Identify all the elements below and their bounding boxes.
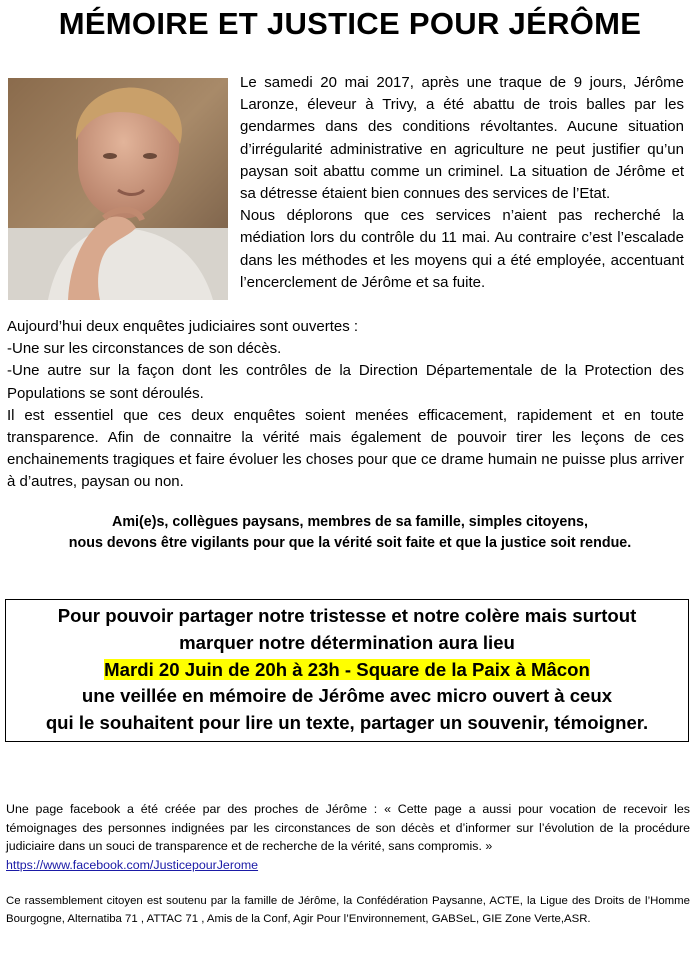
callout-line: Pour pouvoir partager notre tristesse et notre colère mais surtout	[57, 605, 637, 626]
facebook-notice	[6, 800, 690, 874]
facebook-link[interactable]: https://www.facebook.com/JusticepourJerome	[6, 857, 259, 872]
portrait-photo	[8, 78, 228, 300]
callout-line: marquer notre détermination aura lieu	[179, 631, 515, 653]
event-date-highlight: Mardi 20 Juin de 20h à 23h - Square de la Paix à Mâcon	[104, 658, 590, 680]
vigilance-line: Ami(e)s, collègues paysans, membres de sa famille, simples citoyens,	[112, 514, 588, 530]
page-title: MÉMOIRE ET JUSTICE POUR JÉRÔME	[58, 6, 642, 41]
callout-line: une veillée en mémoire de Jérôme avec micro ouvert à ceux	[81, 685, 613, 707]
event-callout-box	[5, 599, 689, 742]
intro-paragraph: Le samedi 20 mai 2017, après une traque de 9 jours, Jérôme Laronze, éleveur à Trivy, a été abattu de trois balles par les gendarmes dans des conditions révoltantes. Aucune situation d’irrégularité administrative en agriculture ne peut justifier qu’un paysan soit abattu comme un criminel. La situation de Jérôme et sa détresse étaient bien connues des services de l’Etat.	[240, 74, 684, 203]
vigilance-line: nous devons être vigilants pour que la vérité soit faite et que la justice soit rendue.	[68, 535, 632, 551]
body-paragraph: Il est essentiel que ces deux enquêtes soient menées efficacement, rapidement et en toute transparence. Afin de connaitre la vérité mais également de pouvoir tirer les leçons de ces enchainements tragiques et faire évoluer les choses pour que ce drame humain ne puisse plus arriver à d’autres, paysan ou non.	[7, 406, 684, 491]
body-paragraph: Aujourd’hui deux enquêtes judiciaires sont ouvertes :	[7, 318, 359, 335]
vigilance-message	[0, 512, 700, 554]
body-text	[7, 316, 684, 494]
intro-text	[240, 72, 684, 294]
facebook-text: Une page facebook a été créée par des proches de Jérôme : « Cette page a aussi pour vocation de recevoir les témoignages des personnes indignées par les circonstances de son décès et d’informer sur l’évolution de la procédure judiciaire dans un souci de transparence et de recherche de la vérité, sans compromis. »	[6, 802, 690, 854]
sponsors-text: Ce rassemblement citoyen est soutenu par la famille de Jérôme, la Confédération Paysanne, ACTE, la Ligue des Droits de l’Homme Bourgogne, Alternatiba 71 , ATTAC 71 , Amis de la Conf, Agir Pour l’Environnement, GABSeL, GIE Zone Verte,ASR.	[6, 895, 690, 925]
callout-line: qui le souhaitent pour lire un texte, partager un souvenir, témoigner.	[45, 712, 649, 734]
body-paragraph: -Une sur les circonstances de son décès.	[7, 340, 282, 358]
intro-paragraph: Nous déplorons que ces services n’aient pas recherché la médiation lors du contrôle du 11 mai. Au contraire c’est l’escalade dans les méthodes et les moyens qui a été employée, accentuant l’encerclement de Jérôme et sa fuite.	[240, 207, 684, 291]
body-paragraph: -Une autre sur la façon dont les contrôles de la Direction Départementale de la Protection des Populations se sont déroulés.	[7, 362, 684, 402]
